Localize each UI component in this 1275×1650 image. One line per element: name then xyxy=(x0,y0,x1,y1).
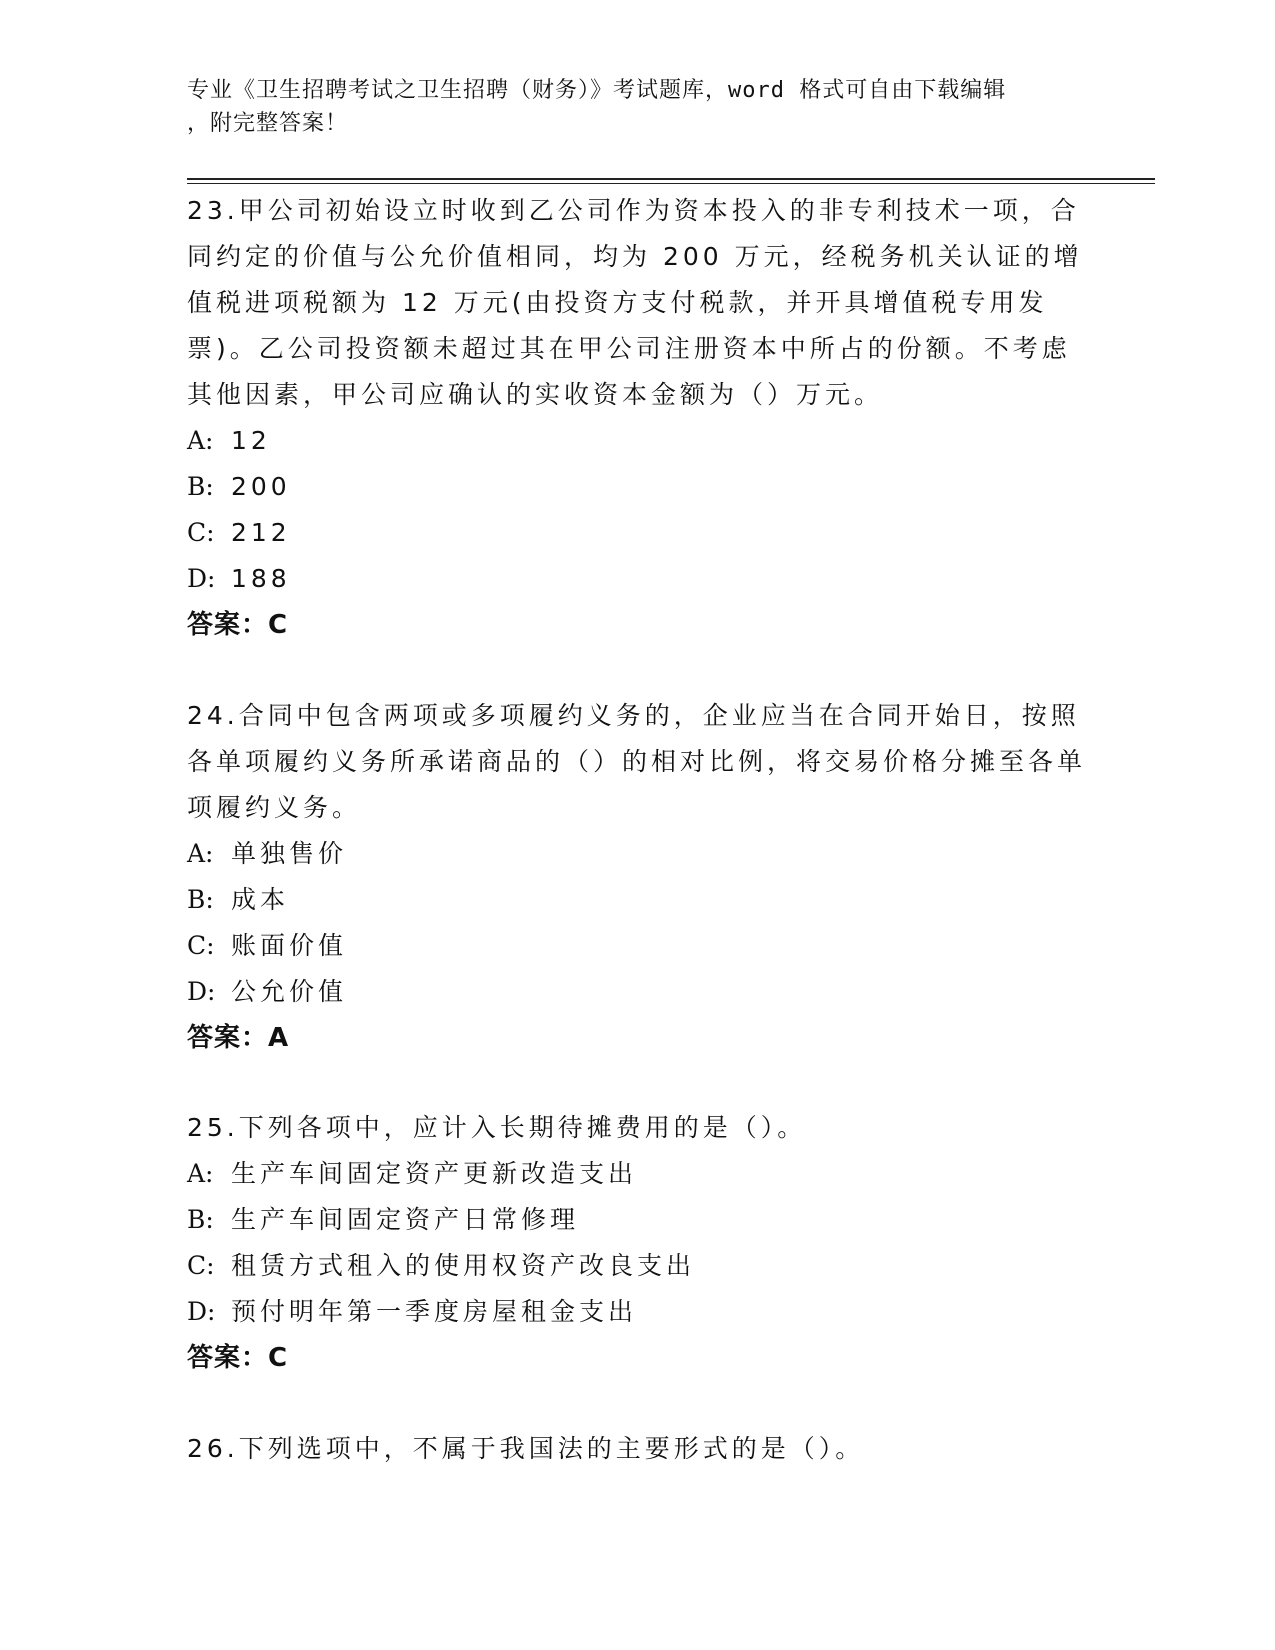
question-text: 25.下列各项中，应计入长期待摊费用的是（）。 xyxy=(187,1113,807,1142)
option-text: 生产车间固定资产更新改造支出 xyxy=(231,1159,638,1188)
page-header xyxy=(187,74,1067,140)
answer-line: 答案：C xyxy=(187,1343,289,1373)
option-key: B: xyxy=(187,472,214,501)
question-25 xyxy=(187,1105,1087,1381)
option-key: C: xyxy=(187,518,215,547)
option-text: 单独售价 xyxy=(231,839,348,868)
header-divider-thin xyxy=(187,183,1155,184)
option-key: D: xyxy=(187,564,216,593)
option-key: B: xyxy=(187,1205,214,1234)
option-text: 200 xyxy=(231,472,291,501)
option-c xyxy=(187,1243,1087,1289)
option-a xyxy=(187,1151,1087,1197)
option-c xyxy=(187,923,1087,969)
option-d xyxy=(187,1289,1087,1335)
header-line-1: 专业《卫生招聘考试之卫生招聘（财务）》考试题库，word 格式可自由下载编辑 xyxy=(187,78,1007,103)
question-24 xyxy=(187,693,1087,1061)
option-d xyxy=(187,556,1087,602)
answer-line: 答案：A xyxy=(187,1023,290,1053)
option-text: 生产车间固定资产日常修理 xyxy=(231,1205,580,1234)
option-key: C: xyxy=(187,931,215,960)
option-text: 公允价值 xyxy=(231,977,348,1006)
header-line-2: ，附完整答案！ xyxy=(187,111,349,136)
option-d xyxy=(187,969,1087,1015)
option-a xyxy=(187,418,1087,464)
option-key: D: xyxy=(187,977,216,1006)
option-a xyxy=(187,831,1087,877)
question-text: 24.合同中包含两项或多项履约义务的，企业应当在合同开始日，按照各单项履约义务所承诺商品的（）的相对比例，将交易价格分摊至各单项履约义务。 xyxy=(187,701,1087,822)
option-text: 212 xyxy=(231,518,291,547)
option-key: A: xyxy=(187,839,214,868)
question-23 xyxy=(187,188,1087,648)
option-text: 成本 xyxy=(231,885,290,914)
option-b xyxy=(187,877,1087,923)
answer-line: 答案：C xyxy=(187,610,289,640)
option-text: 账面价值 xyxy=(231,931,348,960)
question-text: 26.下列选项中，不属于我国法的主要形式的是（）。 xyxy=(187,1434,865,1463)
option-c xyxy=(187,510,1087,556)
header-divider-thick xyxy=(187,178,1155,180)
option-key: D: xyxy=(187,1297,216,1326)
question-text: 23.甲公司初始设立时收到乙公司作为资本投入的非专利技术一项，合同约定的价值与公允价值相同，均为 200 万元，经税务机关认证的增值税进项税额为 12 万元(由投资方支付税款，并开具增值税专用发票)。乙公司投资额未超过其在甲公司注册资本中所占的份额。不考虑其他因素，甲公司应确认的实收资本金额为（）万元。 xyxy=(187,196,1083,409)
option-key: A: xyxy=(187,1159,214,1188)
option-text: 租赁方式租入的使用权资产改良支出 xyxy=(231,1251,696,1280)
option-b xyxy=(187,1197,1087,1243)
option-key: B: xyxy=(187,885,214,914)
option-b xyxy=(187,464,1087,510)
option-key: A: xyxy=(187,426,214,455)
option-key: C: xyxy=(187,1251,215,1280)
option-text: 12 xyxy=(231,426,271,455)
option-text: 预付明年第一季度房屋租金支出 xyxy=(231,1297,638,1326)
option-text: 188 xyxy=(231,564,291,593)
question-26 xyxy=(187,1426,1087,1472)
